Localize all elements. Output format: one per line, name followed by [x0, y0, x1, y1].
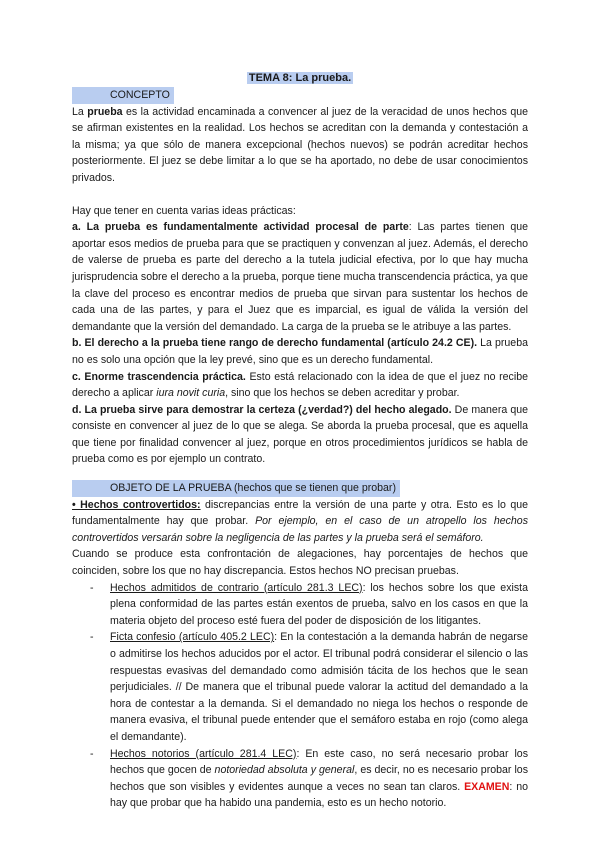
idea-a	[72, 219, 528, 335]
idea-b	[72, 335, 528, 368]
idea-c-head: c. Enorme trascendencia práctica.	[72, 370, 246, 383]
objeto-bullet-italic: Por ejemplo, en el caso de un atropello los hechos controvertidos versarán sobre la negligencia de las partes y la prueba será el semáforo.	[72, 515, 528, 544]
objeto-heading: OBJETO DE LA PRUEBA (hechos que se tienen que probar)	[72, 480, 400, 497]
list-item	[72, 580, 528, 630]
idea-a-head: a. La prueba es fundamentalmente actividad procesal de parte	[72, 221, 409, 234]
concepto-lead: La	[72, 105, 84, 118]
dash-mark: -	[90, 581, 94, 594]
objeto-bullet	[72, 497, 528, 547]
item-1-text: : los hechos sobre los que exista plena conformidad de las partes están exentos de prueba, salvo en los casos en que la materia objeto del proceso esté fuera del poder de disposición de los litigantes.	[110, 581, 528, 627]
idea-c-text-before: Esto está relacionado con la idea de que el juez no recibe derecho a aplicar	[72, 370, 528, 400]
spacer	[72, 468, 528, 480]
idea-c-text-after: , sino que los hechos se deben acreditar y probar.	[225, 387, 460, 400]
list-item	[72, 629, 528, 745]
list-item	[72, 746, 528, 812]
item-3-italic: notoriedad absoluta y general	[214, 764, 355, 777]
item-2-label: Ficta confesio (artículo 405.2 LEC)	[110, 631, 275, 644]
objeto-heading-row	[72, 480, 528, 497]
idea-b-head: b. El derecho a la prueba tiene rango de derecho fundamental (artículo 24.2 CE).	[72, 337, 478, 350]
concepto-body: es la actividad encaminada a convencer al juez de la veracidad de unos hechos que se afirman existentes en la realidad. Los hechos se acreditan con la demanda y contestación a la misma; ya que sólo de manera excepcional (hechos nuevos) se podrán acreditar hechos posteriormente. El juez se debe limitar a lo que se ha aportado, no debe de usar conocimientos privados.	[72, 105, 528, 184]
exam-label: EXAMEN	[464, 780, 510, 793]
concepto-paragraph	[72, 104, 528, 187]
page-title: TEMA 8: La prueba.	[248, 72, 352, 84]
concepto-term: prueba	[87, 105, 123, 118]
dash-mark: -	[90, 747, 94, 760]
dash-mark: -	[90, 631, 94, 644]
idea-d-head: d. La prueba sirve para demostrar la certeza (¿verdad?) del hecho alegado.	[72, 403, 452, 416]
spacer	[72, 187, 528, 203]
concepto-heading-row	[72, 87, 528, 104]
idea-b-text: La prueba no es solo una opción que la ley prevé, sino que es un derecho fundamental.	[72, 337, 528, 366]
idea-c	[72, 369, 528, 402]
objeto-paragraph: Cuando se produce esta confrontación de alegaciones, hay porcentajes de hechos que coinciden, sobre los que no hay discrepancia. Estos hechos NO precisan pruebas.	[72, 548, 528, 578]
title-row	[72, 70, 528, 87]
item-2-text: : En la contestación a la demanda habrán de negarse o admitirse los hechos aducidos por el actor. El tribunal podrá considerar el silencio o las respuestas evasivas del demandado como admisión tácita de los hechos que le sean perjudiciales. // De manera que el tribunal puede valorar la actitud del demandado a la hora de contestar a la demanda. Si el demandado no niega los hechos o responde de manera evasiva, el tribunal puede entender que el semáforo estaba en rojo (como alega el demandante).	[110, 631, 528, 743]
item-3-text-after: , es decir, no es necesario probar los hechos que son visibles y evidentes aunque a veces no sean tan claros.	[110, 764, 528, 793]
idea-d-text: De manera que consiste en convencer al juez de lo que se alega. Se aborda la prueba procesal, que es aquella que tiene por finalidad convencer al juez, porque en otros procedimientos jurídicos se habla de prueba como es por ejemplo un contrato.	[72, 403, 529, 466]
objeto-bullet-head: • Hechos controvertidos:	[72, 498, 201, 511]
item-1-label: Hechos admitidos de contrario (artículo 281.3 LEC)	[110, 581, 363, 594]
idea-a-text: : Las partes tienen que aportar esos medios de prueba para que se practiquen y convenzan al juez. Además, el derecho de valerse de prueba es parte del derecho a la tutela judicial efectiva, por lo que hay mucha jurisprudencia sobre el derecho a la prueba, porque tiene mucha transcendencia práctica, ya que la clave del proceso es encontrar medios de prueba que sirvan para sustentar los hechos de cada una de las partes, y para el Juez que es imparcial, es igual de válida la versión del demandante que la versión del demandado. La carga de la prueba se le atribuye a las partes.	[72, 221, 529, 333]
concepto-heading: CONCEPTO	[72, 87, 174, 104]
idea-c-italic: iura novit curia	[156, 387, 226, 400]
idea-d	[72, 402, 528, 468]
objeto-bullet-text: discrepancias entre la versión de una parte y otra. Esto es lo que fundamentalmente hay que probar.	[72, 498, 529, 528]
ideas-intro: Hay que tener en cuenta varias ideas prácticas:	[72, 204, 296, 217]
item-3-text-before: : En este caso, no será necesario probar los hechos que gocen de	[110, 747, 528, 777]
objeto-list	[72, 580, 528, 812]
exam-text: : no hay que probar que ha habido una pandemia, esto es un hecho notorio.	[110, 780, 528, 810]
document-page	[72, 70, 528, 812]
item-3-label: Hechos notorios (artículo 281.4 LEC)	[110, 747, 297, 760]
